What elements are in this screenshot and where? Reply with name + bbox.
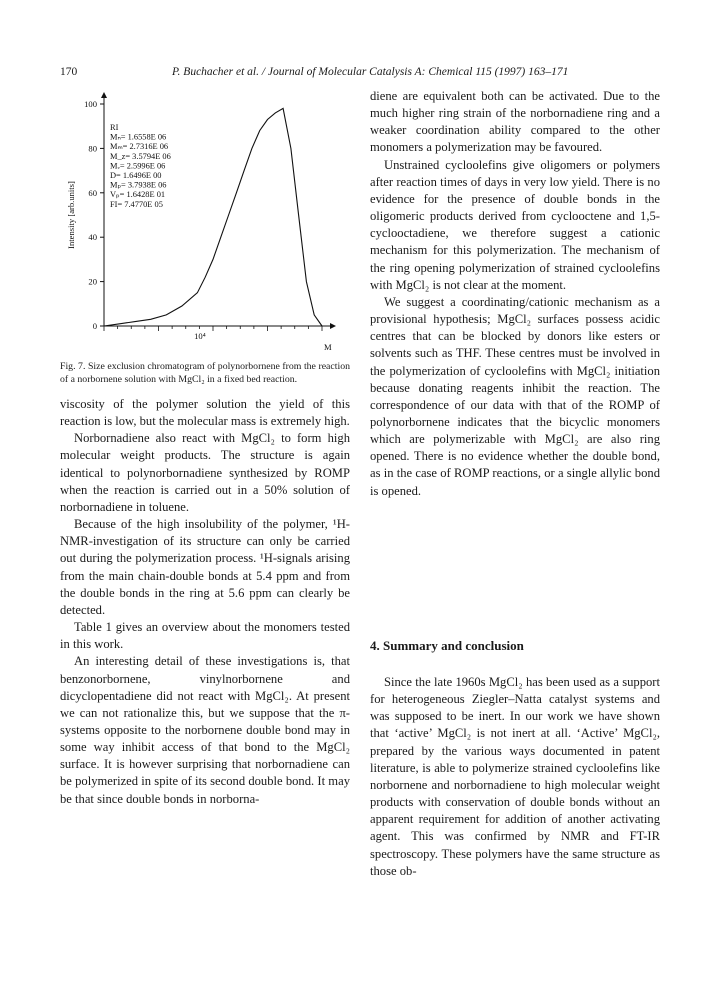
x-tick-label: 10⁴ [194, 331, 206, 341]
left-paragraph-1: viscosity of the polymer solution the yield of this reaction is low, but the molecular mass is extremely high. [60, 397, 350, 429]
right-paragraph-1: diene are equivalent both can be activated. Due to the much higher ring strain of the norbornadiene ring and a weaker coordination ability compared to the other monomers a polymerization may be favoured. [370, 89, 660, 155]
page-number: 170 [60, 66, 78, 78]
left-paragraph-4: Table 1 gives an overview about the monomers tested in this work. [60, 620, 350, 652]
right-paragraph-2: Unstrained cycloolefins give oligomers or polymers after reaction times of days in very low yield. There is no evidence for the presence of double bonds in the oligomeric products derived from cyclooctene and 1,5-cyclooctadiene, we therefore suggest a cationic mechanism for this polymerization. The mechanism of the ring opening polymerization of strained cycloolefins with MgCl₂ is not clear at the moment. [370, 157, 660, 292]
chart-axes [101, 92, 336, 329]
figure-chromatogram [60, 86, 350, 356]
y-tick-label: 20 [88, 276, 97, 287]
y-axis-label: Intensity [arb.units] [66, 181, 76, 249]
legend-line: Mₙ= 1.6558E 06 [110, 132, 167, 142]
legend-line: Mₘ= 2.7316E 06 [110, 142, 169, 152]
y-tick-label: 60 [88, 187, 97, 198]
right-column-bottom [370, 674, 660, 880]
x-axis-arrow [330, 323, 336, 329]
legend-line: RI [110, 123, 119, 132]
right-paragraph-4: Since the late 1960s MgCl₂ has been used as a support for heterogeneous Ziegler–Natta catalyst systems and was supposed to be inert. In our work we have shown that ‘active’ MgCl₂ is not inert at all. ‘Active’ MgCl₂, prepared by the various ways documented in patent literature, is able to polymerize strained cycloolefins like norbornene and norbornadiene to high molecular weight products with conservation of double bonds without an apparent requirement for addition of another activating agent. This was confirmed by NMR and FT-IR spectroscopy. These polymers have the same structure as those ob- [370, 675, 660, 878]
legend-line: Vₚ= 1.6428E 01 [110, 190, 166, 200]
y-axis-arrow [101, 92, 107, 98]
right-paragraph-3: We suggest a coordinating/cationic mechanism as a provisional hypothesis; MgCl₂ surfaces possess acidic centres that can be blocked by donors like esters or solvents such as THF. These centres must be involved in the polymerization of cycloolefins with MgCl₂ initiation because donating reagents inhibit the reaction. The correspondence of our data with that of the ROMP of polynorbornene indicates that the bicyclic monomers which are polymerizable with MgCl₂ are also ring opened. There is no evidence whether the double bond, as in the case of ROMP reactions, or a single allylic bond is opened. [370, 294, 660, 498]
y-tick-label: 100 [84, 99, 97, 109]
running-head: P. Buchacher et al. / Journal of Molecular Catalysis A: Chemical 115 (1997) 163–171 [172, 66, 569, 78]
y-tick-label: 0 [92, 321, 97, 331]
x-axis-label: M [324, 342, 332, 352]
chart-legend [110, 123, 171, 209]
legend-line: M_z= 3.5794E 06 [110, 151, 171, 161]
chart-svg [60, 86, 350, 356]
y-tick-label: 80 [88, 143, 97, 154]
section-heading: 4. Summary and conclusion [370, 638, 524, 653]
legend-line: D= 1.6496E 00 [110, 171, 162, 180]
legend-line: FI= 7.4770E 05 [110, 199, 163, 209]
left-paragraph-3: Because of the high insolubility of the polymer, ¹H-NMR-investigation of its structure can only be carried out during the polymerization process. ¹H-signals arising from the main chain-double bonds at 5.4 ppm and from the double bonds in the ring at 5.6 ppm can clearly be detected. [60, 517, 350, 617]
legend-line: Mᵥ= 2.5996E 06 [110, 161, 166, 171]
y-tick-label: 40 [88, 232, 97, 243]
left-column [60, 396, 350, 808]
figure-caption: Fig. 7. Size exclusion chromatogram of polynorbornene from the reaction of a norbornene solution with MgCl₂ in a fixed bed reaction. [60, 361, 350, 386]
page-header [60, 66, 660, 80]
right-column-top [370, 88, 660, 500]
left-paragraph-2: Norbornadiene also react with MgCl₂ to form high molecular weight products. The structure is again identical to polynorbornadiene synthesized by ROMP when the reaction is carried out in a 50% solution of norbornadiene in toluene. [60, 431, 350, 514]
left-paragraph-5: An interesting detail of these investigations is, that benzonorbornene, vinylnorbornene and dicyclopentadiene did not react with MgCl₂. At present we can not rationalize this, but we suppose that the π-systems opposite to the norbornene double bond may in some way inhibit access of that bond to the MgCl₂ surface. It is however surprising that norbornadiene can be polymerized in spite of its second double bond. It may be that since double bonds in norborna- [60, 654, 350, 806]
legend-line: Mₚ= 3.7938E 06 [110, 180, 167, 190]
